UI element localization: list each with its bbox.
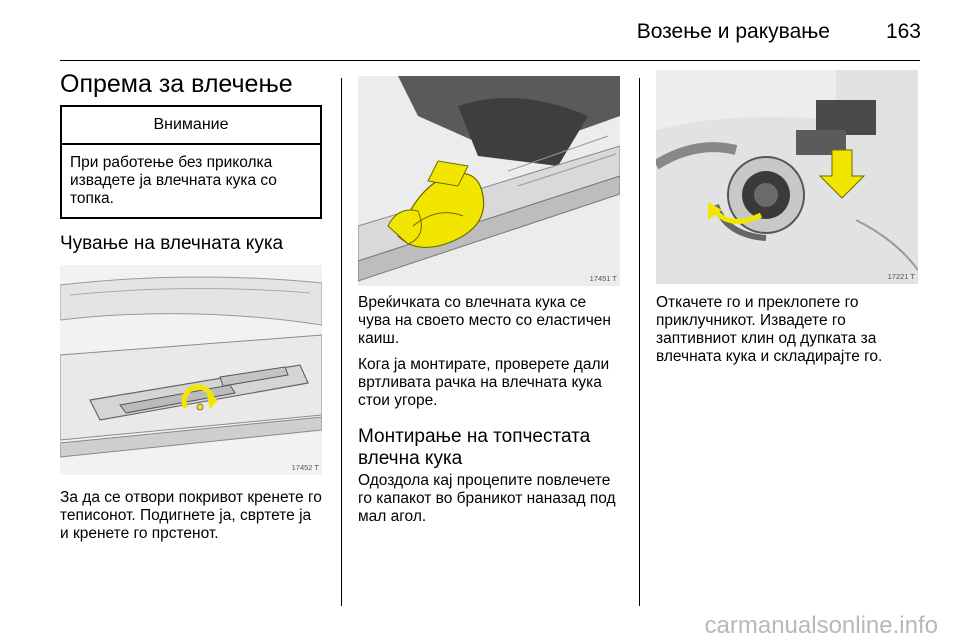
bag-storage-text: Вреќичката со влечната кука се чува на своето место со еластичен каиш.: [358, 294, 611, 347]
mounting-subheading: Монтирање на топчестата влечна кука: [358, 426, 591, 469]
column-divider-1: [341, 78, 342, 606]
header-divider: [60, 60, 920, 61]
warning-text: При работење без приколка извадете ја влечната кука со топка.: [70, 154, 277, 207]
warning-heading: Внимание: [62, 107, 320, 145]
figure-code: 17452 T: [291, 463, 319, 472]
figure-code: 17451 T: [589, 274, 617, 283]
section-title: Опрема за влечење: [60, 70, 293, 98]
storage-subheading: Чување на влечната кука: [60, 233, 284, 254]
handle-check-text: Кога ја монтирате, проверете дали вртливата рачка на влечната кука стои угоре.: [358, 356, 610, 409]
column-2: [358, 70, 622, 534]
warning-box: [60, 105, 322, 219]
column-3: [656, 70, 922, 374]
page-number: 163: [885, 20, 921, 43]
storage-instructions: За да се отвори покривот кренете го теписонот. Подигнете ја, свртете ја и кренете го прстенот.: [60, 489, 322, 542]
mounting-text: Одоздола кај процепите повлечете го капакот во браникот наназад под мал агол.: [358, 472, 616, 525]
page-header-title: Возење и ракување: [636, 20, 830, 43]
towbar-bag-illustration: [358, 76, 620, 286]
trunk-floor-illustration: [60, 265, 322, 475]
column-1: [60, 70, 322, 551]
socket-illustration: [656, 70, 918, 284]
column-divider-2: [639, 78, 640, 606]
socket-instructions: Откачете го и преклопете го приклучникот. Извадете го заптивниот клин од дупката за влечната кука и складирајте го.: [656, 294, 883, 365]
watermark: carmanualsonline.info: [704, 612, 938, 639]
figure-code: 17221 T: [887, 272, 915, 281]
